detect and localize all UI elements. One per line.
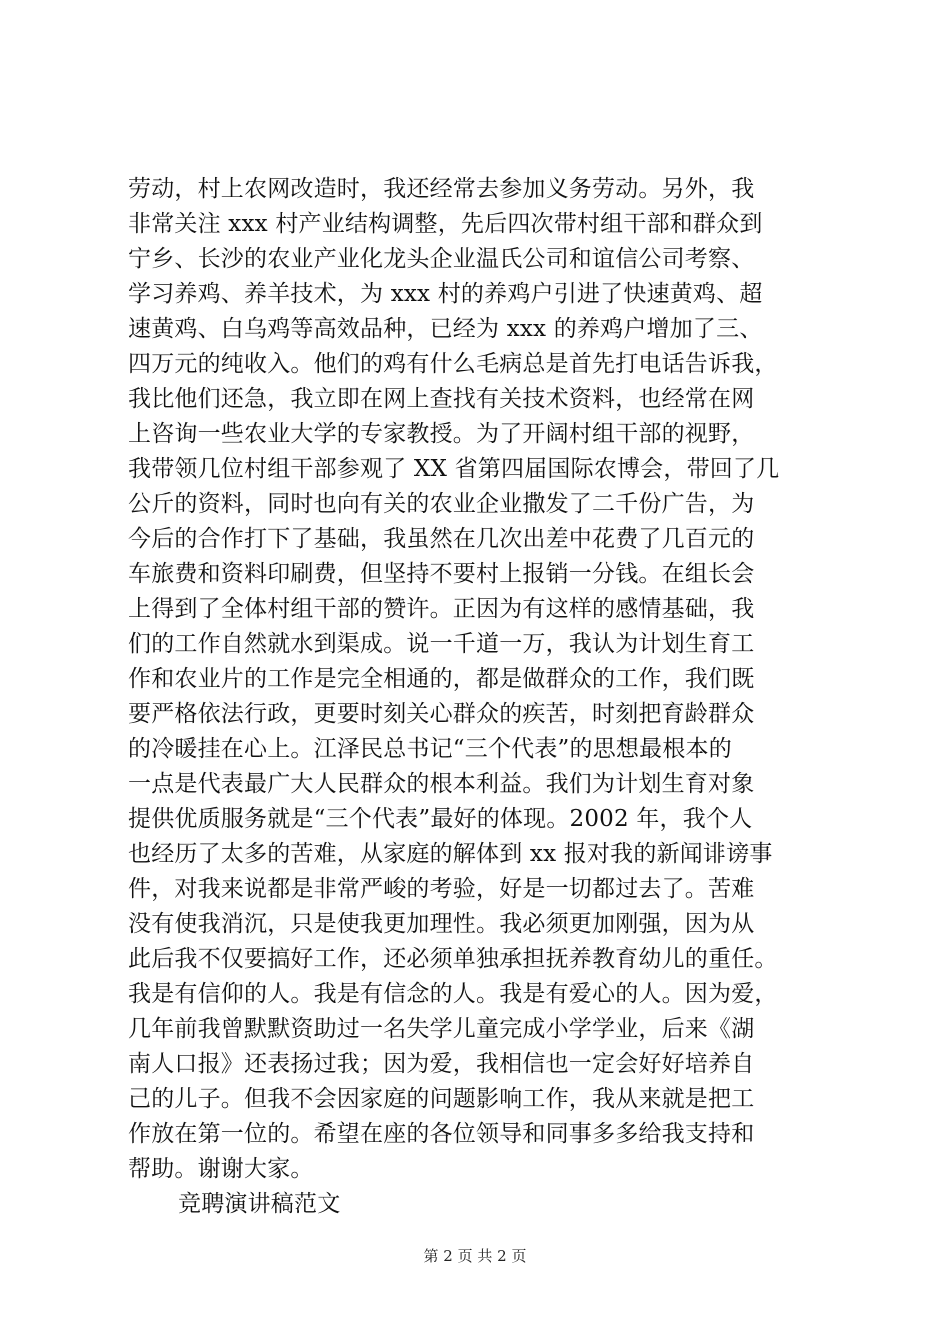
text-line: 此后我不仅要搞好工作，还必须单独承担抚养教育幼儿的重任。 [128,946,778,972]
document-body [128,172,834,1222]
text-line: 南人口报》还表扬过我；因为爱，我相信也一定会好好培养自 [128,1051,755,1077]
text-line: 公斤的资料，同时也向有关的农业企业撒发了二千份广告，为 [128,491,755,517]
text-line: 上咨询一些农业大学的专家教授。为了开阔村组干部的视野， [128,421,755,447]
text-line: 作放在第一位的。希望在座的各位领导和同事多多给我支持和 [128,1121,755,1147]
text-line: 四万元的纯收入。他们的鸡有什么毛病总是首先打电话告诉我， [128,351,778,377]
text-line: 车旅费和资料印刷费，但坚持不要村上报销一分钱。在组长会 [128,561,755,587]
text-line: 己的儿子。但我不会因家庭的问题影响工作，我从来就是把工 [128,1086,755,1112]
text-line: 我是有信仰的人。我是有信念的人。我是有爱心的人。因为爱， [128,981,778,1007]
text-line: 学习养鸡、养羊技术，为 xxx 村的养鸡户引进了快速黄鸡、超 [128,281,763,307]
text-line: 也经历了太多的苦难，从家庭的解体到 xx 报对我的新闻诽谤事 [128,841,773,867]
text-line: 宁乡、长沙的农业产业化龙头企业温氏公司和谊信公司考察、 [128,246,755,272]
text-line: 几年前我曾默默资助过一名失学儿童完成小学学业，后来《湖 [128,1016,755,1042]
text-line: 今后的合作打下了基础，我虽然在几次出差中花费了几百元的 [128,526,755,552]
page-number-footer: 第 2 页 共 2 页 [423,1247,527,1265]
closing-title: 竞聘演讲稿范文 [178,1191,341,1217]
text-line: 劳动，村上农网改造时，我还经常去参加义务劳动。另外，我 [128,176,755,202]
text-line: 没有使我消沉，只是使我更加理性。我必须更加刚强，因为从 [128,911,755,937]
text-line: 作和农业片的工作是完全相通的，都是做群众的工作，我们既 [128,666,755,692]
text-line: 一点是代表最广大人民群众的根本利益。我们为计划生育对象 [128,771,755,797]
text-line: 我比他们还急，我立即在网上查找有关技术资料，也经常在网 [128,386,755,412]
text-line: 帮助。谢谢大家。 [128,1156,314,1182]
text-line: 上得到了全体村组干部的赞许。正因为有这样的感情基础，我 [128,596,755,622]
text-line: 提供优质服务就是“三个代表”最好的体现。2002 年，我个人 [128,806,753,832]
text-line: 我带领几位村组干部参观了 XX 省第四届国际农博会，带回了几 [128,456,780,482]
text-line: 件，对我来说都是非常严峻的考验，好是一切都过去了。苦难 [128,876,755,902]
text-line: 的冷暖挂在心上。江泽民总书记“三个代表”的思想最根本的 [128,736,732,762]
text-line: 们的工作自然就水到渠成。说一千道一万，我认为计划生育工 [128,631,755,657]
text-line: 非常关注 xxx 村产业结构调整，先后四次带村组干部和群众到 [128,211,763,237]
text-line: 速黄鸡、白乌鸡等高效品种，已经为 xxx 的养鸡户增加了三、 [128,316,763,342]
text-line: 要严格依法行政，更要时刻关心群众的疾苦，时刻把育龄群众 [128,701,755,727]
